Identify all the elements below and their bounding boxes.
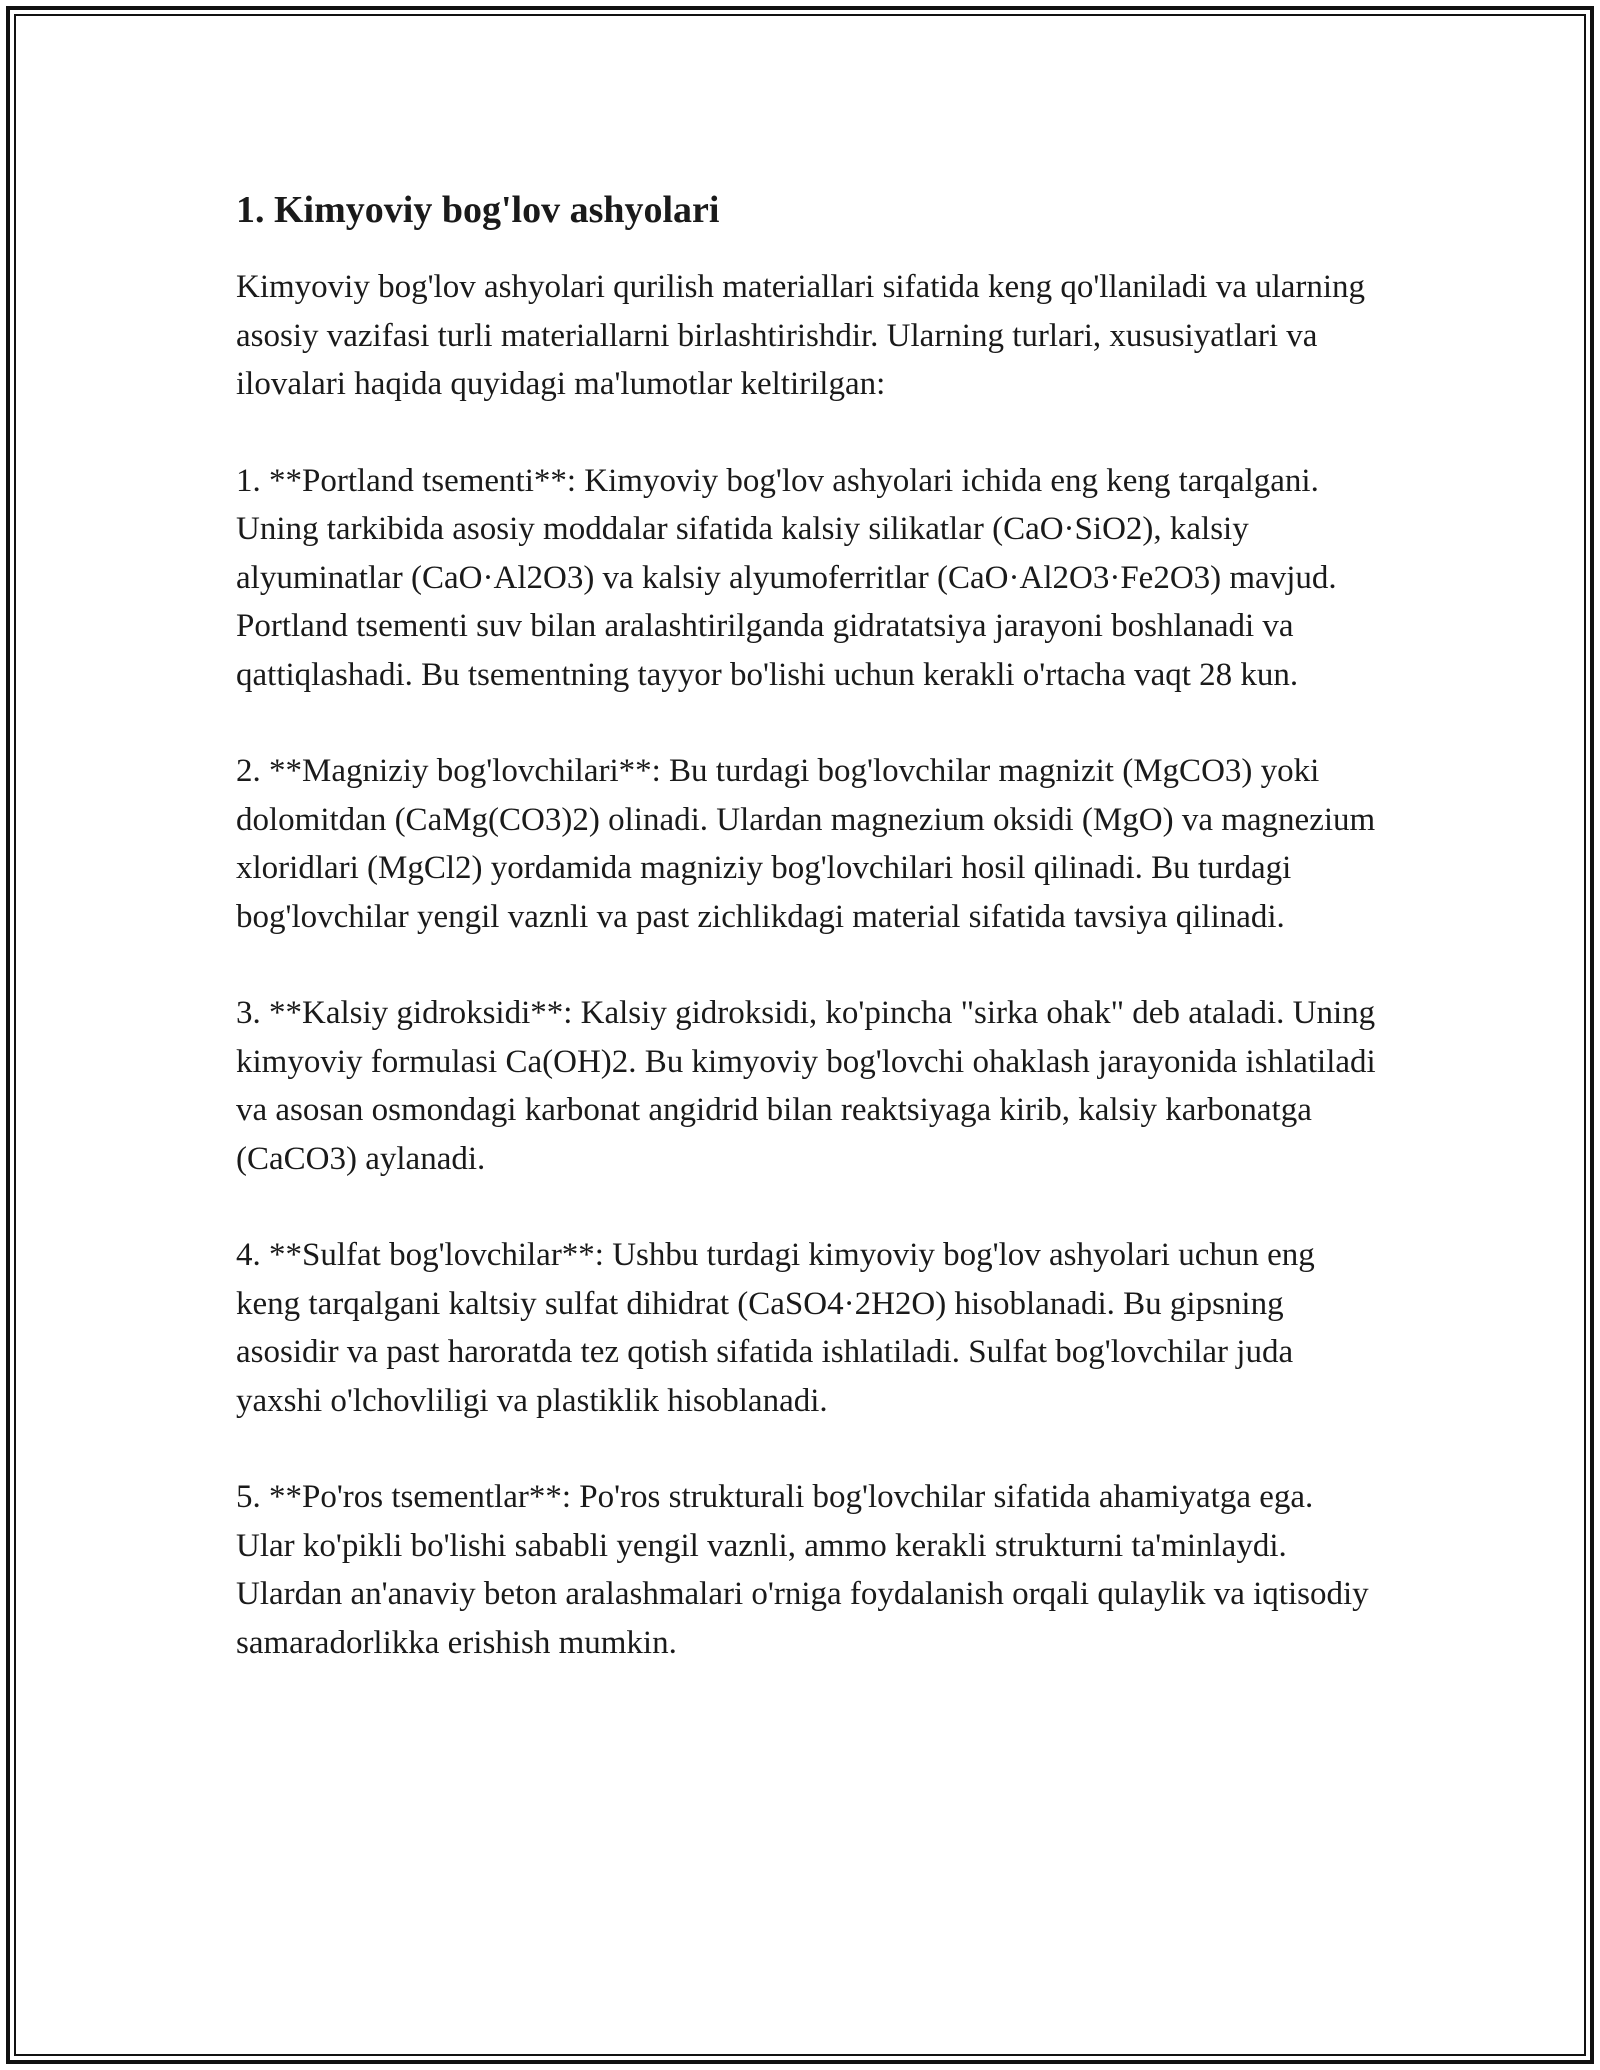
list-item-calcium-hydroxide: 3. **Kalsiy gidroksidi**: Kalsiy gidroksidi, ko'pincha "sirka ohak" deb ataladi. Uning kimyoviy formulasi Ca(OH)2. Bu kimyoviy bog'lovchi ohaklash jarayonida ishlatiladi va asosan osmondagi karbonat angidrid bilan reaktsiyaga kirib, kalsiy karbonatga (CaCO3) aylanadi. (236, 995, 1376, 1177)
intro-paragraph: Kimyoviy bog'lov ashyolari qurilish materiallari sifatida keng qo'llaniladi va ularning asosiy vazifasi turli materiallarni birlashtirishdir. Ularning turlari, xususiyatlari va ilovalari haqida quyidagi ma'lumotlar keltirilgan: (236, 269, 1366, 403)
document-body (236, 186, 1376, 1667)
list-item-magnesium-binders: 2. **Magniziy bog'lovchilari**: Bu turdagi bog'lovchilar magnizit (MgCO3) yoki dolomitdan (CaMg(CO3)2) olinadi. Ulardan magnezium oksidi (MgO) va magnezium xloridlari (MgCl2) yordamida magniziy bog'lovchilari hosil qilinadi. Bu turdagi bog'lovchilar yengil vaznli va past zichlikdagi material sifatida tavsiya qilinadi. (236, 753, 1376, 935)
list-item-portland-cement: 1. **Portland tsementi**: Kimyoviy bog'lov ashyolari ichida eng keng tarqalgani. Uning tarkibida asosiy moddalar sifatida kalsiy silikatlar (CaO·SiO2), kalsiy alyuminatlar (CaO·Al2O3) va kalsiy alyumoferritlar (CaO·Al2O3·Fe2O3) mavjud. Portland tsementi suv bilan aralashtirilganda gidratatsiya jarayoni boshlanadi va qattiqlashadi. Bu tsementning tayyor bo'lishi uchun kerakli o'rtacha vaqt 28 kun. (236, 462, 1337, 693)
section-title: 1. Kimyoviy bog'lov ashyolari (236, 189, 720, 231)
list-item-sulfate-binders: 4. **Sulfat bog'lovchilar**: Ushbu turdagi kimyoviy bog'lov ashyolari uchun eng keng tarqalgani kaltsiy sulfat dihidrat (CaSO4·2H2O) hisoblanadi. Bu gipsning asosidir va past haroratda tez qotish sifatida ishlatiladi. Sulfat bog'lovchilar juda yaxshi o'lchovliligi va plastiklik hisoblanadi. (236, 1237, 1315, 1419)
list-item-porous-cements: 5. **Po'ros tsementlar**: Po'ros strukturali bog'lovchilar sifatida ahamiyatga ega. Ular ko'pikli bo'lishi sababli yengil vaznli, ammo kerakli strukturni ta'minlaydi. Ulardan an'anaviy beton aralashmalari o'rniga foydalanish orqali qulaylik va iqtisodiy samaradorlikka erishish mumkin. (236, 1479, 1369, 1661)
